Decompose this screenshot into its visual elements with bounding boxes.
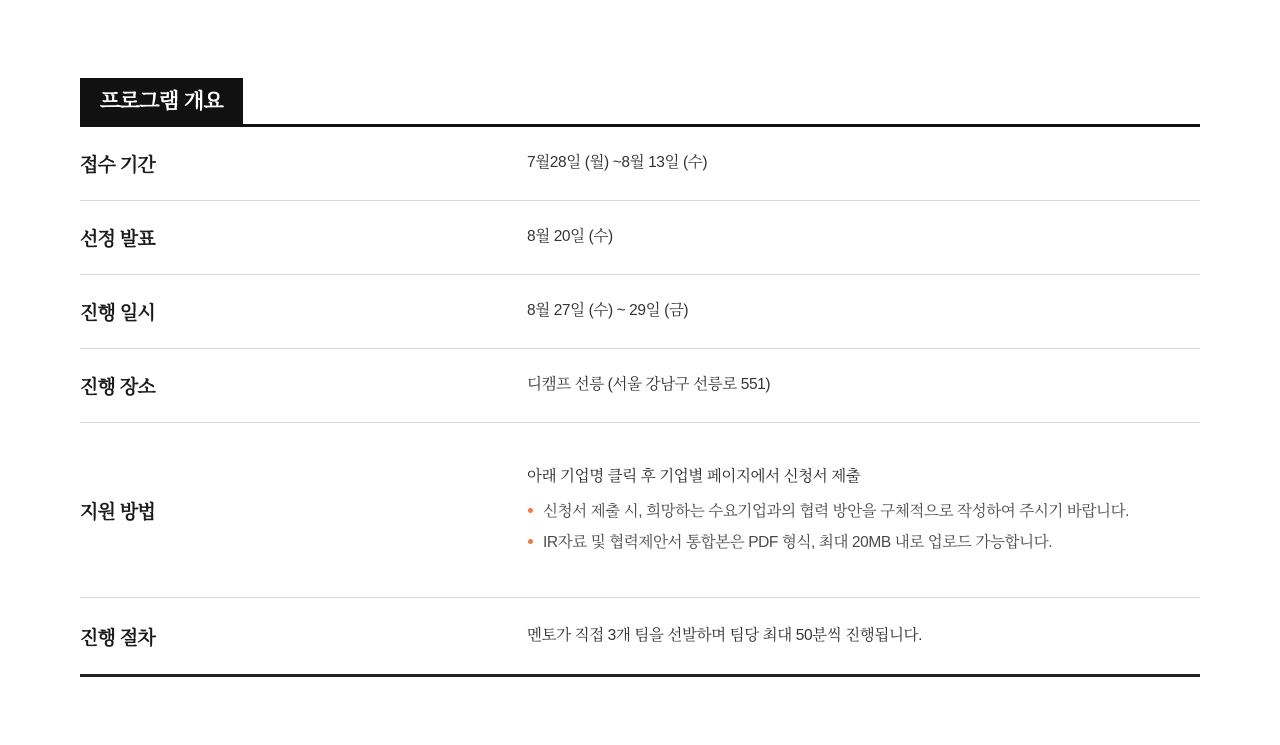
row-value bbox=[527, 349, 1200, 422]
row-label: 진행 장소 bbox=[80, 377, 156, 398]
row-value-text: 8월 20일 (수) bbox=[527, 228, 613, 246]
row-value bbox=[527, 201, 1200, 274]
row-value bbox=[527, 423, 1200, 597]
row-value-text: 디캠프 선릉 (서울 강남구 선릉로 551) bbox=[527, 376, 771, 394]
row-label: 지원 방법 bbox=[80, 501, 156, 523]
table-row bbox=[80, 127, 1200, 201]
section-heading-tag: 프로그램 개요 bbox=[80, 78, 243, 124]
table-row bbox=[80, 598, 1200, 674]
row-value bbox=[527, 127, 1200, 200]
row-bullet-list bbox=[527, 499, 1200, 555]
table-row bbox=[80, 349, 1200, 423]
row-value-text: 아래 기업명 클릭 후 기업별 페이지에서 신청서 제출 bbox=[527, 467, 861, 485]
row-label: 진행 일시 bbox=[80, 303, 156, 324]
row-label: 선정 발표 bbox=[80, 229, 156, 250]
row-value-text: 7월28일 (월) ~8월 13일 (수) bbox=[527, 154, 708, 172]
list-item: 신청서 제출 시, 희망하는 수요기업과의 협력 방안을 구체적으로 작성하여 주시기 바랍니다. bbox=[527, 499, 1168, 524]
table-bottom-divider bbox=[80, 674, 1200, 677]
program-overview-section bbox=[80, 78, 1200, 677]
section-heading-row bbox=[80, 78, 1200, 124]
list-item: IR자료 및 협력제안서 통합본은 PDF 형식, 최대 20MB 내로 업로드 가능합니다. bbox=[527, 530, 1168, 555]
row-value bbox=[527, 275, 1200, 348]
row-value-text: 멘토가 직접 3개 팀을 선발하며 팀당 최대 50분씩 진행됩니다. bbox=[527, 626, 922, 644]
table-row bbox=[80, 423, 1200, 598]
row-value-text: 8월 27일 (수) ~ 29일 (금) bbox=[527, 302, 689, 320]
row-label: 접수 기간 bbox=[80, 155, 156, 176]
table-row bbox=[80, 201, 1200, 275]
table-row bbox=[80, 275, 1200, 349]
row-value bbox=[527, 598, 1200, 674]
program-overview-table bbox=[80, 127, 1200, 674]
row-label: 진행 절차 bbox=[80, 627, 156, 649]
